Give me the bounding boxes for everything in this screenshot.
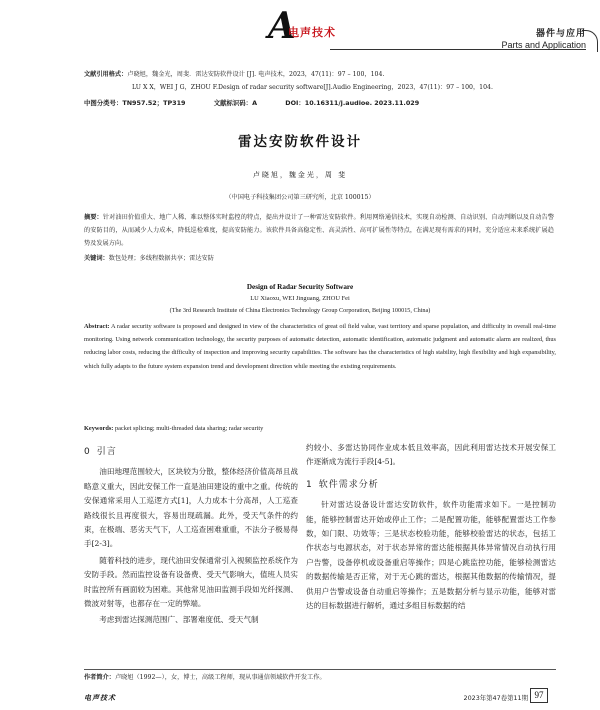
section-title: 引言 (96, 447, 117, 457)
footnote-label: 作者简介： (84, 674, 115, 681)
paragraph-continuation: 约较小、多雷达协同作业成本低且效率高，因此利用雷达技术开展安保工作逐渐成为流行手段[4-5]。 (306, 443, 556, 467)
section-title: 软件需求分析 (318, 479, 379, 490)
logo-letter: A (268, 5, 296, 47)
article-meta (84, 98, 554, 107)
keywords-en-text: packet splicing; multi-threaded data sharing; radar security (114, 425, 264, 432)
keywords-en (84, 425, 556, 432)
paper-title: 雷达安防软件设计 (238, 134, 362, 150)
doc-code: 文献标识码：A (213, 99, 258, 107)
footer-journal-logo: 电声技术 (84, 694, 116, 702)
keywords-cn (84, 253, 554, 262)
clc-number: 中图分类号：TN957.52；TP319 (84, 99, 186, 107)
section-label (501, 26, 586, 50)
author-footnote (84, 672, 556, 681)
paper-authors: 卢晓旭，魏金光，周 斐 (252, 171, 348, 179)
keywords-cn-label: 关键词： (84, 255, 109, 262)
paragraph: 随着科技的进步，现代油田安保通常引入视频监控系统作为安防手段。然而监控设备有设备费、受天气影响大，值班人员实时监控所有画面较为困难。其他常见油田监测手段如光纤探测、微波对射等，也都存在一定的弊端。 (84, 555, 298, 609)
abstract-en-label: Abstract: (84, 323, 110, 330)
section-number: 0 (84, 447, 91, 457)
page-footer (0, 688, 600, 710)
section-heading-1 (306, 478, 556, 492)
english-authors: LU Xiaoxu, WEI Jinguang, ZHOU Fei (250, 295, 350, 302)
abstract-cn-label: 摘要： (84, 214, 103, 221)
doi: DOI：10.16311/j.audioe. 2023.11.029 (285, 99, 420, 107)
body-column-left (84, 441, 298, 628)
footnote-rule (84, 669, 556, 670)
paragraph: 针对雷达设备设计雷达安防软件，软件功能需求如下。一是控制功能，能够控制雷达开始或停止工作；二是配置功能，能够配置雷达工作参数，如门限、功效等；三是状态校验功能，能够校验雷达的状态，包括工作状态与电源状态，对于状态异常的雷达能根据具体异常情况自动执行用户告警，设备停机或设备重启等操作；四是心跳监控功能，能够检测雷达的数据传输是否正常，对于无心跳的雷达，根据其他数据的传输情况，提供用户告警或设备自动重启等操作；五是数据分析与显示功能，能够对雷达的目标数据进行解析，通过多组目标数据的结 (306, 500, 556, 611)
footer-issue: 2023年第47卷第11期 (463, 694, 528, 702)
abstract-en (84, 320, 556, 373)
journal-header (0, 0, 600, 56)
footnote-text: 卢晓旭（1992—），女，博士，高级工程师，现从事通信领域软件开发工作。 (114, 674, 326, 681)
body-column-right (306, 441, 556, 613)
paper-affiliation: （中国电子科技集团公司第三研究所，北京 100015） (225, 194, 375, 201)
paragraph: 油田地理范围较大，区块较为分散，整体经济价值高昂且战略意义重大，因此安保工作一直是油田建设的重中之重。传统的安保通常采用人工巡逻方式[1]，人力成本十分高昂，人工巡查路线很长且再度很大，容易出现疏漏。此外，受天气条件的约束，在极端、恶劣天气下，人工巡查困难重重，不法分子极易得手[2-3]。 (84, 467, 298, 549)
english-affiliation: (The 3rd Research Institute of China Electronics Technology Group Corporation, Beijing 100015, China) (169, 307, 431, 314)
english-title: Design of Radar Security Software (246, 283, 354, 291)
section-label-en: Parts and Application (501, 40, 586, 50)
abstract-cn-text: 针对油田价值重大、地广人稀、难以整体实时监控的特点，提出并设计了一种雷达安防软件。利用网络通信技术，实现自动检测、自动识别、自动判断以及自动告警的安防目的，从而减少人力成本，降低巡检难度，提高安防能力。该软件具备高稳定性、高灵活性、高可扩展性等特点，在满足现有需求的同时，充分适应未来系统扩展趋势及发展方向。 (84, 214, 555, 247)
citation-en (84, 83, 554, 92)
page-number: 97 (530, 688, 548, 703)
journal-logo (268, 5, 358, 50)
citation-cn-text: 卢晓旭，魏金光，周斐．雷达安防软件设计 [J]. 电声技术，2023，47(11)：97 – 100，104. (127, 71, 385, 78)
section-label-cn: 器件与应用 (535, 29, 586, 39)
citation-label: 文献引用格式： (84, 71, 128, 78)
citation-en-text: LU X X，WEI J G，ZHOU F.Design of radar security software[J].Audio Engineering，2023，47(11)：97 – 100，104. (132, 84, 493, 91)
abstract-cn (84, 211, 554, 250)
keywords-cn-text: 数包处理；多线程数据共享；雷达安防 (108, 255, 214, 262)
citation-cn (84, 70, 554, 79)
paragraph: 考虑到雷达探测范围广、部署难度低、受天气制 (99, 615, 259, 625)
keywords-en-label: Keywords: (84, 425, 114, 432)
section-number: 1 (306, 479, 313, 490)
section-heading-0 (84, 445, 298, 459)
logo-text: 电声技术 (288, 26, 336, 39)
abstract-en-text: A radar security software is proposed and designed in view of the characteristics of great oil field value, vast territory and sparse population, and difficulty in overall real-time monitoring. Using network communication technology, the security purposes of automatic detection, automatic identification, automatic judgment and automatic alarm are realized, thus reducing labor costs, reducing the difficulty of inspection and improving security capabilities. The software has the characteristics of high stability, high flexibility and high expansibility, which fully adapts to the future system expansion trend and development direction while meeting the existing requirements. (84, 323, 556, 370)
